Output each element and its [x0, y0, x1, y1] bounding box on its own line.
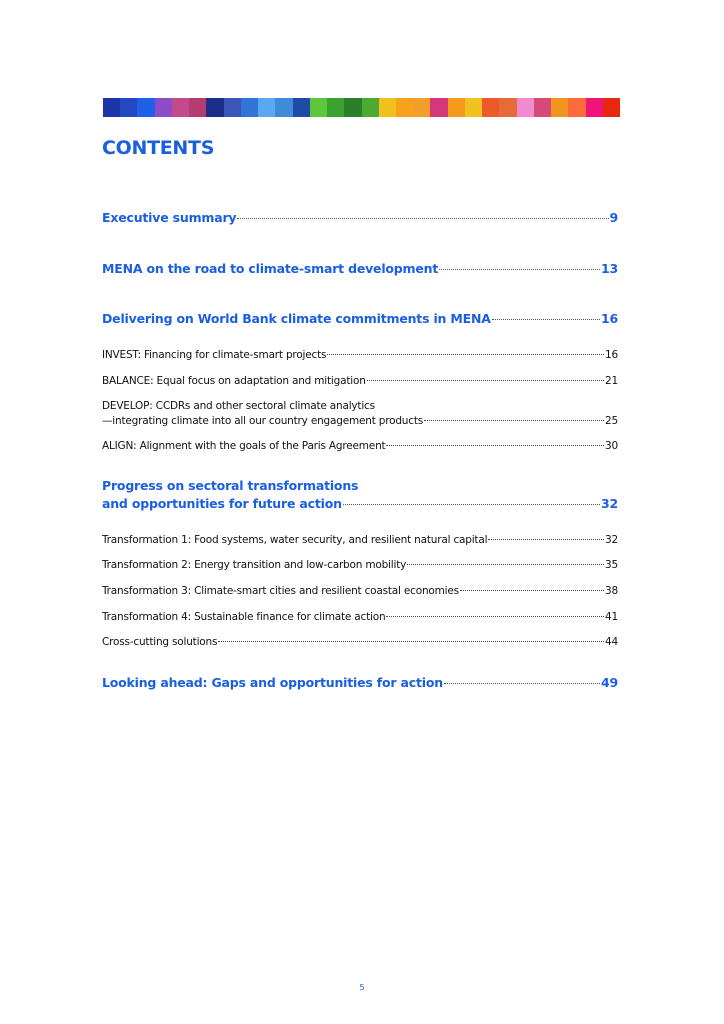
toc-entry-page: 16 — [601, 311, 618, 326]
dot-leader — [386, 616, 604, 617]
color-bar-segment — [603, 98, 620, 117]
toc-entry-page: 16 — [605, 349, 618, 361]
toc-entry-label: MENA on the road to climate-smart development — [102, 261, 439, 276]
color-bar-segment — [465, 98, 482, 117]
toc-entry-page: 44 — [605, 636, 618, 648]
toc-entry-label: —integrating climate into all our country engagement products — [102, 415, 424, 427]
color-bar-segment — [206, 98, 223, 117]
toc-entry-label: BALANCE: Equal focus on adaptation and mitigation — [102, 375, 366, 387]
toc-entry-label: Transformation 1: Food systems, water security, and resilient natural capital — [102, 534, 488, 546]
dot-leader — [386, 445, 604, 446]
toc-entry-label: Transformation 2: Energy transition and low-carbon mobility — [102, 559, 407, 571]
toc-entry-label: ALIGN: Alignment with the goals of the Paris Agreement — [102, 440, 386, 452]
dot-leader — [407, 564, 604, 565]
color-bar-segment — [379, 98, 396, 117]
dot-leader — [460, 590, 604, 591]
toc-entry-progress[interactable] — [102, 496, 618, 511]
color-bar-segment — [413, 98, 430, 117]
decorative-color-bar — [103, 98, 620, 117]
toc-entry-mena-road[interactable] — [102, 261, 618, 276]
toc-entry-transformation-4[interactable] — [102, 611, 618, 623]
toc-entry-label: Transformation 3: Climate-smart cities and resilient coastal economies — [102, 585, 459, 597]
dot-leader — [444, 683, 600, 684]
color-bar-segment — [344, 98, 361, 117]
color-bar-segment — [155, 98, 172, 117]
page-title: CONTENTS — [102, 137, 215, 159]
color-bar-segment — [534, 98, 551, 117]
dot-leader — [218, 641, 604, 642]
toc-entry-transformation-2[interactable] — [102, 559, 618, 571]
color-bar-segment — [482, 98, 499, 117]
page-number: 5 — [359, 983, 365, 992]
color-bar-segment — [241, 98, 258, 117]
dot-leader — [488, 539, 604, 540]
toc-entry-label: Delivering on World Bank climate commitments in MENA — [102, 311, 491, 326]
toc-entry-progress-line1[interactable]: Progress on sectoral transformations — [102, 478, 359, 493]
toc-entry-page: 32 — [605, 534, 618, 546]
color-bar-segment — [310, 98, 327, 117]
toc-entry-cross-cutting[interactable] — [102, 636, 618, 648]
color-bar-segment — [327, 98, 344, 117]
toc-entry-page: 25 — [605, 415, 618, 427]
color-bar-segment — [430, 98, 447, 117]
dot-leader — [237, 218, 608, 219]
toc-entry-develop[interactable] — [102, 415, 618, 427]
color-bar-segment — [586, 98, 603, 117]
toc-entry-looking-ahead[interactable] — [102, 675, 618, 690]
color-bar-segment — [362, 98, 379, 117]
toc-entry-executive-summary[interactable] — [102, 210, 618, 225]
dot-leader — [492, 319, 600, 320]
toc-entry-align[interactable] — [102, 440, 618, 452]
toc-entry-page: 32 — [601, 496, 618, 511]
toc-entry-label: INVEST: Financing for climate-smart projects — [102, 349, 327, 361]
toc-entry-transformation-1[interactable] — [102, 534, 618, 546]
color-bar-segment — [258, 98, 275, 117]
color-bar-segment — [293, 98, 310, 117]
toc-entry-label: and opportunities for future action — [102, 496, 342, 511]
dot-leader — [343, 504, 600, 505]
toc-entry-balance[interactable] — [102, 375, 618, 387]
color-bar-segment — [396, 98, 413, 117]
toc-entry-transformation-3[interactable] — [102, 585, 618, 597]
toc-entry-label: Looking ahead: Gaps and opportunities for action — [102, 675, 443, 690]
toc-entry-page: 49 — [601, 675, 618, 690]
toc-entry-page: 13 — [601, 261, 618, 276]
toc-entry-label: Transformation 4: Sustainable finance for climate action — [102, 611, 386, 623]
color-bar-segment — [189, 98, 206, 117]
dot-leader — [367, 380, 604, 381]
color-bar-segment — [120, 98, 137, 117]
toc-entry-delivering[interactable] — [102, 311, 618, 326]
dot-leader — [424, 420, 604, 421]
toc-entry-label: Executive summary — [102, 210, 237, 225]
color-bar-segment — [499, 98, 516, 117]
color-bar-segment — [568, 98, 585, 117]
color-bar-segment — [551, 98, 568, 117]
toc-entry-page: 35 — [605, 559, 618, 571]
toc-entry-page: 38 — [605, 585, 618, 597]
color-bar-segment — [224, 98, 241, 117]
toc-entry-page: 30 — [605, 440, 618, 452]
color-bar-segment — [172, 98, 189, 117]
color-bar-segment — [137, 98, 154, 117]
toc-entry-page: 9 — [609, 210, 618, 225]
dot-leader — [327, 354, 604, 355]
toc-entry-page: 41 — [605, 611, 618, 623]
color-bar-segment — [448, 98, 465, 117]
color-bar-segment — [517, 98, 534, 117]
color-bar-segment — [103, 98, 120, 117]
dot-leader — [439, 269, 600, 270]
toc-entry-page: 21 — [605, 375, 618, 387]
toc-entry-develop-line1[interactable]: DEVELOP: CCDRs and other sectoral climate analytics — [102, 400, 375, 412]
toc-entry-label: Cross-cutting solutions — [102, 636, 218, 648]
toc-entry-invest[interactable] — [102, 349, 618, 361]
color-bar-segment — [275, 98, 292, 117]
